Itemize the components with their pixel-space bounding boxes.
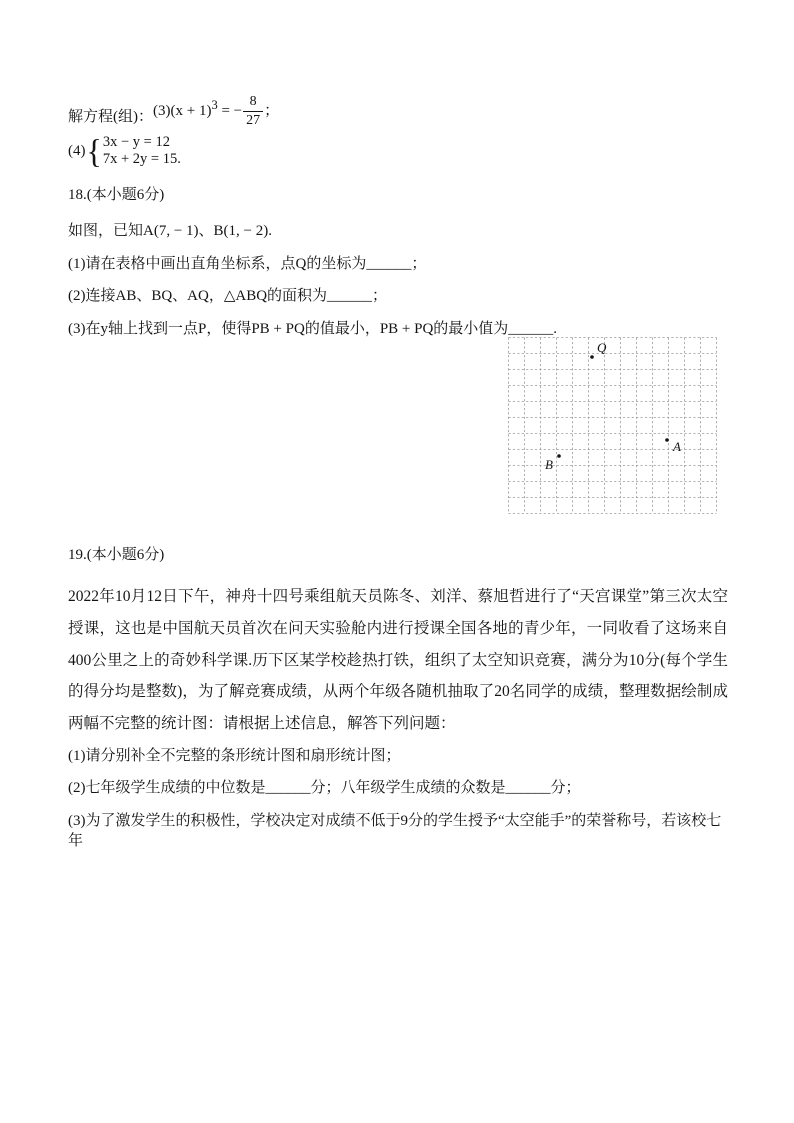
- equation-3-body: (x + 1): [170, 102, 212, 119]
- solve-equations-section: [68, 94, 728, 168]
- question-19-header: 19.(本小题6分): [68, 547, 165, 563]
- equation-4-line1: 3x − y = 12: [102, 134, 170, 150]
- question-18-part3: (3)在y轴上找到一点P，使得PB + PQ的值最小，PB + PQ的最小值为______.: [68, 320, 558, 337]
- question-18-section: [68, 183, 728, 351]
- equation-3-tail: ；: [264, 102, 280, 119]
- question-19-part1: (1)请分别补全不完整的条形统计图和扇形统计图；: [68, 747, 401, 764]
- question-18-part1: (1)请在表格中画出直角坐标系，点Q的坐标为______；: [68, 255, 427, 272]
- equation-3-exponent: 3: [211, 97, 218, 112]
- coordinate-grid: [508, 337, 718, 515]
- question-19-section: [68, 543, 728, 863]
- fraction-8-27: [243, 94, 263, 129]
- equation-system: [103, 134, 181, 168]
- fraction-numerator: 8: [243, 94, 263, 112]
- equation-4-row: [68, 134, 728, 168]
- point-q-dot: [590, 355, 594, 359]
- system-brace: {: [86, 132, 102, 170]
- question-18-part2: (2)连接AB、BQ、AQ，△ABQ的面积为______；: [68, 288, 388, 304]
- question-18-intro: 如图，已知A(7, − 1)、B(1, − 2).: [68, 223, 272, 239]
- coordinate-grid-svg: [508, 337, 718, 515]
- grid-lines: [509, 338, 717, 514]
- point-label-q: Q: [597, 340, 607, 355]
- equation-4-lead: (4): [68, 142, 86, 159]
- equation-3-lead: (3): [153, 102, 171, 119]
- fraction-denominator: 27: [246, 113, 261, 128]
- solve-label: 解方程(组)：: [68, 109, 153, 125]
- equation-3: [153, 94, 279, 129]
- point-b-dot: [557, 454, 561, 458]
- point-label-a: A: [673, 439, 681, 454]
- equation-3-row: [68, 94, 728, 129]
- equation-4-line2: 7x + 2y = 15.: [102, 151, 181, 167]
- point-label-b: B: [545, 457, 553, 472]
- equation-3-equals: = −: [217, 102, 243, 119]
- point-a-dot: [665, 438, 669, 442]
- question-19-part3: (3)为了激发学生的积极性，学校决定对成绩不低于9分的学生授予“太空能手”的荣誉称号，若该校七年: [68, 812, 722, 849]
- question-19-part2: (2)七年级学生成绩的中位数是______分；八年级学生成绩的众数是______分；: [68, 780, 581, 797]
- question-19-paragraph: 2022年10月12日下午，神舟十四号乘组航天员陈冬、刘洋、蔡旭哲进行了“天宫课堂”第三次太空授课，这也是中国航天员首次在问天实验舱内进行授课全国各地的青少年，一同收看了这场来自400公里之上的奇妙科学课.历下区某学校趁热打铁，组织了太空知识竞赛，满分为10分(每个学生的得分均是整数)，为了解竞赛成绩，从两个年级各随机抽取了20名同学的成绩，整理数据绘制成两幅不完整的统计图：请根据上述信息，解答下列问题：: [68, 588, 728, 733]
- question-18-header: 18.(本小题6分): [68, 187, 165, 203]
